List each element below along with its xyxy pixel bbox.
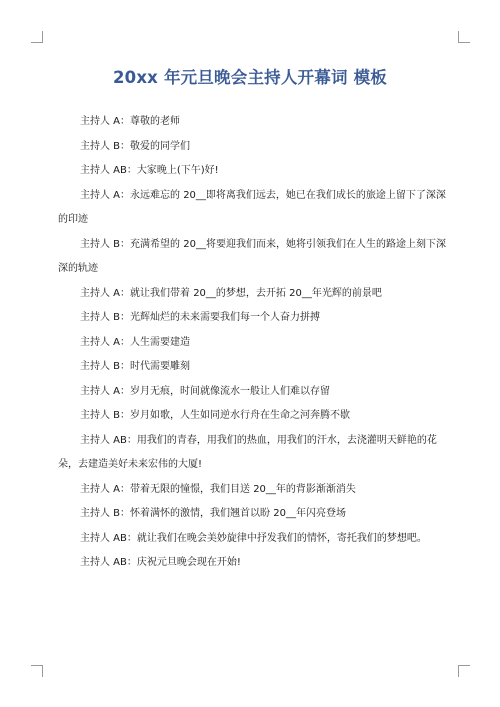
paragraph: 主持人 B：岁月如歌，人生如同逆水行舟在生命之河奔腾不歇: [80, 410, 351, 421]
paragraph: 主持人 AB：大家晚上(下午)好!: [80, 165, 219, 176]
paragraph: 主持人 A：岁月无痕，时间就像流水一般让人们难以存留: [80, 385, 331, 397]
paragraph: 主持人 B：时代需要雕刻: [80, 361, 191, 372]
paragraph: 主持人 A：尊敬的老师: [80, 116, 181, 127]
crop-mark-top-left: [31, 31, 43, 43]
paragraph: 主持人 A：就让我们带着 20__的梦想，去开拓 20__年光辉的前景吧: [80, 287, 382, 299]
crop-mark-bottom-right: [458, 665, 470, 677]
document-body: [58, 110, 446, 576]
paragraph: 主持人 AB：就让我们在晚会美妙旋律中抒发我们的情怀，寄托我们的梦想吧。: [80, 532, 427, 544]
paragraph: 主持人 AB：用我们的青春，用我们的热血，用我们的汗水，去浇灌明天鲜艳的花朵，去建造美好未来宏伟的大厦!: [58, 434, 437, 470]
paragraph: 主持人 B：光辉灿烂的未来需要我们每一个人奋力拼搏: [80, 312, 321, 323]
document-title: 20xx 年元旦晚会主持人开幕词 模板: [112, 68, 388, 87]
paragraph: 主持人 B：怀着满怀的激情，我们翘首以盼 20__年闪亮登场: [80, 508, 346, 519]
paragraph: 主持人 A：人生需要建造: [80, 336, 191, 348]
paragraph: 主持人 A：带着无限的憧憬，我们目送 20__年的背影渐渐消失: [80, 483, 356, 495]
paragraph: 主持人 B：充满希望的 20__将要迎我们而来，她将引领我们在人生的路途上刻下深深的轨迹: [58, 238, 446, 274]
paragraph: 主持人 AB：庆祝元旦晚会现在开始!: [80, 557, 241, 568]
paragraph: 主持人 A：永远难忘的 20__即将离我们远去，她已在我们成长的旅途上留下了深深的印迹: [58, 189, 446, 225]
crop-mark-bottom-left: [31, 665, 43, 677]
paragraph: 主持人 B：敬爱的同学们: [80, 140, 191, 152]
crop-mark-top-right: [458, 31, 470, 43]
